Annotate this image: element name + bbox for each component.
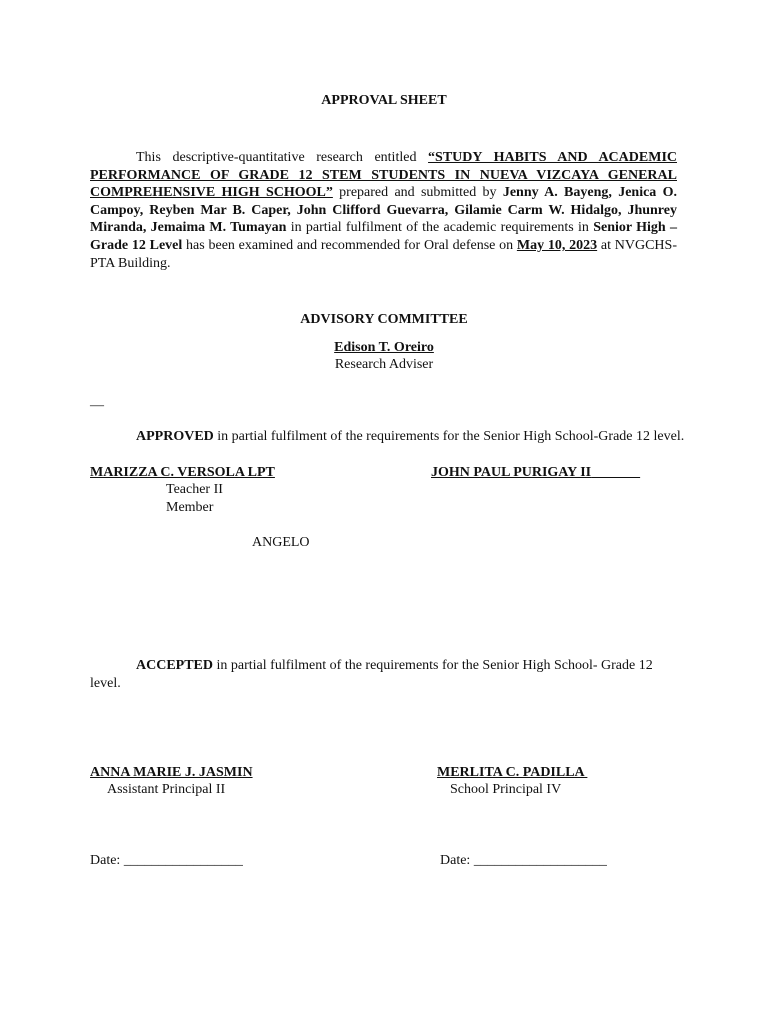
- member1-title: Teacher II: [166, 482, 223, 497]
- intro-mid-1: prepared and submitted by: [332, 185, 503, 201]
- committee-heading: ADVISORY COMMITTEE: [300, 312, 468, 327]
- intro-mid-2: in partial fulfilment of the academic requirements in: [286, 220, 594, 236]
- date-field-left: [90, 852, 243, 870]
- accepted-statement: [90, 657, 677, 693]
- approved-text: in partial fulfilment of the requirements for the Senior High School-Grade 12 level.: [213, 429, 685, 444]
- approved-keyword: APPROVED: [136, 429, 214, 444]
- dash-mark: —: [90, 398, 104, 413]
- member2-signature-line: [431, 464, 640, 482]
- page-title: APPROVAL SHEET: [321, 93, 447, 108]
- date-label-right: Date:: [440, 853, 474, 868]
- intro-lead: This descriptive-quantitative research entitled: [136, 150, 429, 165]
- accepted-keyword: ACCEPTED: [136, 658, 214, 673]
- member1-name: MARIZZA C. VERSOLA LPT: [90, 465, 275, 480]
- assistant-principal-title: Assistant Principal II: [107, 782, 226, 797]
- approved-statement: [136, 428, 684, 446]
- defense-date: May 10, 2023: [516, 237, 598, 253]
- principal-title: School Principal IV: [450, 782, 562, 797]
- member2-name: JOHN PAUL PURIGAY II: [431, 465, 592, 480]
- principal-name: MERLITA C. PADILLA: [437, 765, 588, 780]
- member1-role: Member: [166, 500, 214, 515]
- member2-underline: [591, 465, 640, 480]
- intro-paragraph: [90, 149, 677, 272]
- author-list: Jenny A. Bayeng, Jenica O. Campoy, Reyben Mar B. Caper, John Clifford Guevarra, Gilamie Carm W. Hidalgo, Jhunrey Miranda, Jemaima M. Tumayan: [90, 185, 677, 236]
- intro-mid-3: has been examined and recommended for Oral defense on: [182, 237, 517, 253]
- adviser-name: Edison T. Oreiro: [334, 340, 434, 355]
- date-label-left: Date:: [90, 853, 124, 868]
- adviser-role: Research Adviser: [334, 357, 434, 372]
- research-title: “STUDY HABITS AND ACADEMIC PERFORMANCE OF GRADE 12 STEM STUDENTS IN NUEVA VIZCAYA GENERAL COMPREHENSIVE HIGH SCHOOL”: [90, 150, 677, 201]
- date-blank-right: ___________________: [473, 853, 607, 868]
- assistant-principal-name: ANNA MARIE J. JASMIN: [90, 765, 253, 780]
- grade-level: Senior High – Grade 12 Level: [90, 220, 677, 253]
- member3-name: ANGELO: [252, 535, 310, 550]
- date-blank-left: _________________: [123, 853, 243, 868]
- date-field-right: [440, 852, 607, 870]
- accepted-text: in partial fulfilment of the requirements for the Senior High School- Grade 12 level.: [90, 658, 653, 691]
- intro-tail: at NVGCHS-PTA Building.: [90, 237, 677, 271]
